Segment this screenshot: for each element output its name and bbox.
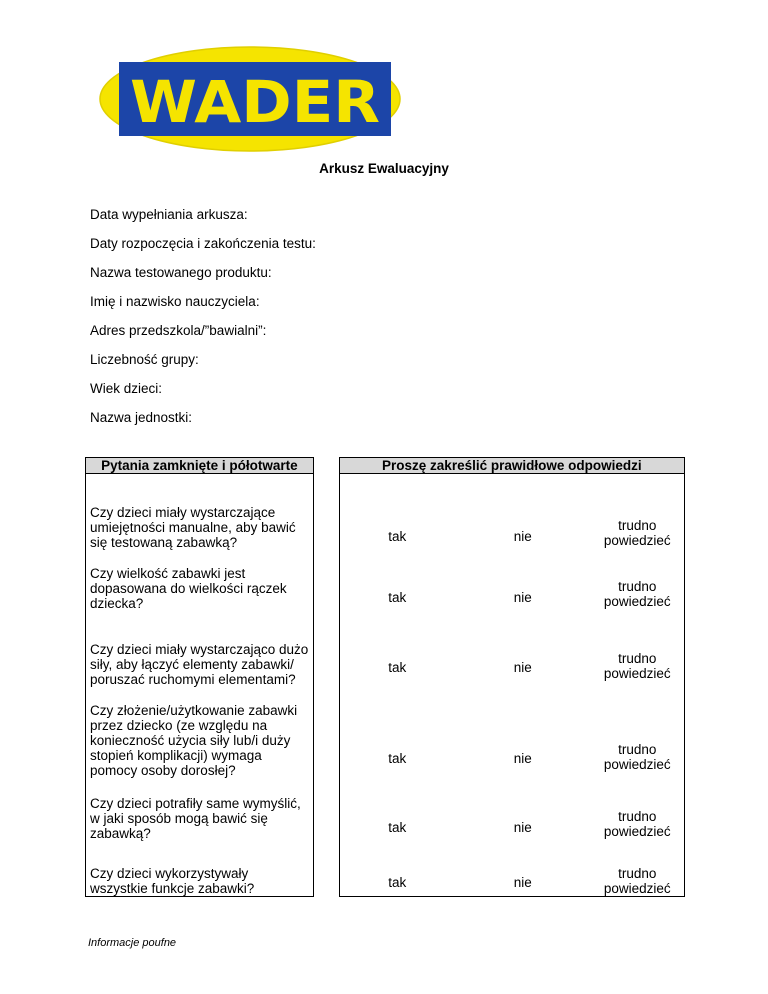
answer-hard-to-say[interactable]: trudno powiedzieć bbox=[591, 611, 685, 687]
questions-header: Pytania zamknięte i półotwarte bbox=[86, 458, 314, 474]
question-text: Czy dzieci wykorzystywały wszystkie funkcje zabawki? bbox=[86, 841, 314, 897]
logo-text: WADER bbox=[130, 68, 380, 136]
answer-hard-to-say[interactable]: trudno powiedzieć bbox=[591, 841, 685, 897]
answer-no[interactable]: nie bbox=[513, 528, 532, 544]
answer-no[interactable]: nie bbox=[513, 750, 532, 766]
question-text: Czy dzieci potrafiły same wymyślić, w jaki sposób mogą bawić się zabawką? bbox=[86, 778, 314, 841]
wader-logo bbox=[97, 44, 403, 154]
answer-yes[interactable]: tak bbox=[339, 611, 455, 687]
field-teacher-name: Imię i nazwisko nauczyciela: bbox=[90, 294, 260, 309]
field-group-size: Liczebność grupy: bbox=[90, 352, 199, 367]
table-row bbox=[86, 611, 685, 687]
question-text: Czy złożenie/użytkowanie zabawki przez dziecko (ze względu na konieczność użycia siły lub/i duży stopień komplikacji) wymaga pomocy osoby dorosłej? bbox=[86, 687, 314, 778]
field-address: Adres przedszkola/”bawialni”: bbox=[90, 323, 267, 338]
answer-no[interactable]: nie bbox=[513, 589, 532, 605]
answer-no[interactable]: nie bbox=[455, 841, 591, 897]
answer-no[interactable]: nie bbox=[513, 659, 532, 675]
confidential-footer: Informacje poufne bbox=[88, 937, 177, 949]
field-fill-date: Data wypełniania arkusza: bbox=[90, 207, 248, 222]
answer-yes[interactable]: tak bbox=[339, 687, 455, 778]
answer-hard-to-say[interactable]: trudno powiedzieć bbox=[591, 687, 685, 778]
table-header-row bbox=[86, 458, 685, 474]
table-row bbox=[86, 778, 685, 841]
answer-yes[interactable]: tak bbox=[339, 550, 455, 611]
evaluation-table bbox=[85, 457, 685, 897]
answers-header: Proszę zakreślić prawidłowe odpowiedzi bbox=[339, 458, 684, 474]
field-unit-name: Nazwa jednostki: bbox=[90, 410, 193, 425]
field-product-name: Nazwa testowanego produktu: bbox=[90, 265, 272, 280]
answer-no[interactable]: nie bbox=[513, 819, 532, 835]
answer-yes[interactable]: tak bbox=[339, 841, 455, 897]
table-row bbox=[86, 687, 685, 778]
table-row bbox=[86, 474, 685, 550]
field-test-dates: Daty rozpoczęcia i zakończenia testu: bbox=[90, 236, 316, 251]
answer-hard-to-say[interactable]: trudno powiedzieć bbox=[591, 778, 685, 841]
question-text: Czy dzieci miały wystarczające umiejętności manualne, aby bawić się testowaną zabawką? bbox=[86, 474, 314, 550]
answer-yes[interactable]: tak bbox=[339, 778, 455, 841]
page-title: Arkusz Ewaluacyjny bbox=[319, 161, 449, 176]
question-text: Czy dzieci miały wystarczająco dużo siły, aby łączyć elementy zabawki/ poruszać ruchomymi elementami? bbox=[86, 611, 314, 687]
answer-hard-to-say[interactable]: trudno powiedzieć bbox=[591, 550, 685, 611]
table-row bbox=[86, 841, 685, 897]
answer-hard-to-say[interactable]: trudno powiedzieć bbox=[591, 474, 685, 550]
question-text: Czy wielkość zabawki jest dopasowana do wielkości rączek dziecka? bbox=[86, 550, 314, 611]
field-children-age: Wiek dzieci: bbox=[90, 381, 163, 396]
table-row bbox=[86, 550, 685, 611]
answer-yes[interactable]: tak bbox=[339, 474, 455, 550]
